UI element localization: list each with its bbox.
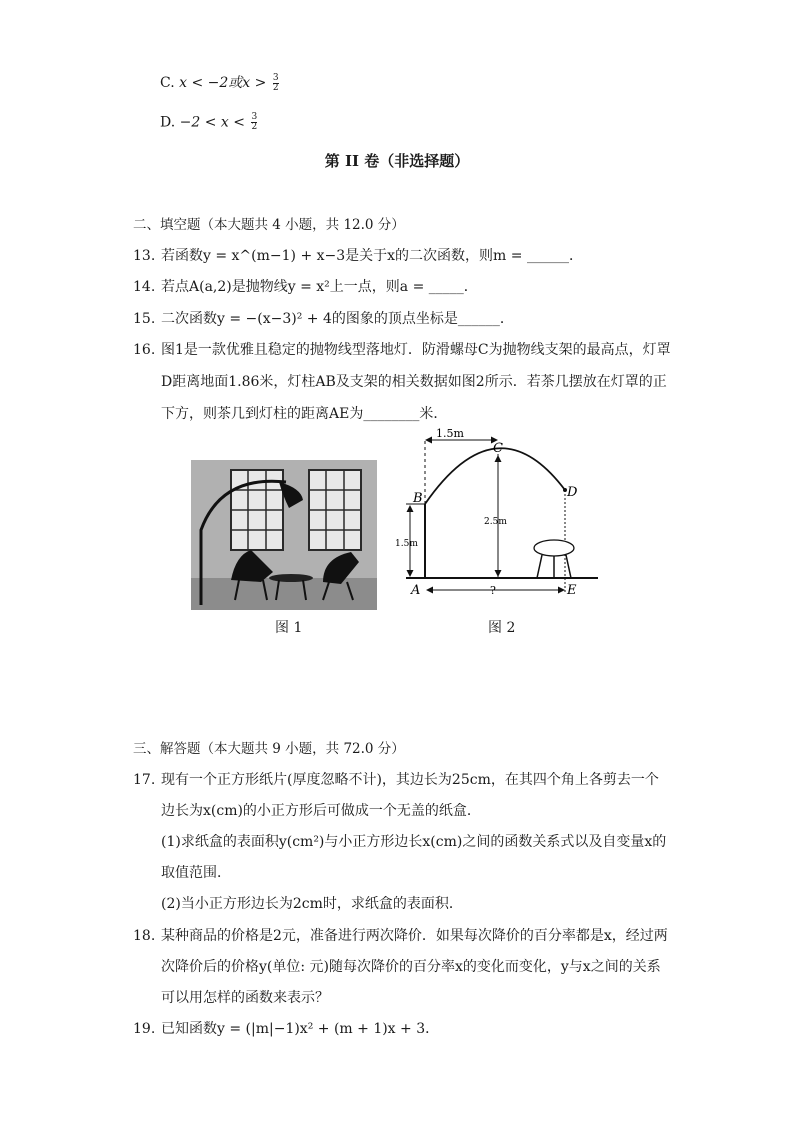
question-13 (133, 245, 583, 265)
question-17-line-5: (2)当小正方形边长为2cm时，求纸盒的表面积． (161, 896, 463, 912)
label-b: B (413, 491, 423, 506)
part2-title: 第 II 卷（非选择题） (324, 152, 470, 170)
option-d (160, 113, 257, 132)
option-c (160, 72, 279, 93)
question-19-number: 19. (133, 1021, 156, 1037)
question-14-text: 若点A(a,2)是抛物线y = x²上一点，则a = _____． (161, 279, 478, 295)
question-14-number: 14. (133, 279, 156, 295)
option-d-label: D. (160, 114, 176, 131)
question-17-line-3: (1)求纸盒的表面积y(cm²)与小正方形边长x(cm)之间的函数关系式以及自变量x的 (161, 834, 667, 850)
question-17-number: 17. (133, 772, 156, 788)
question-17-line-4: 取值范围． (161, 865, 231, 881)
question-16-line-1: 图1是一款优雅且稳定的抛物线型落地灯．防滑螺母C为抛物线支架的最高点，灯罩 (161, 342, 671, 358)
figure-2-caption: 图 2 (488, 620, 516, 636)
option-d-expression: −2 < x < (179, 114, 245, 131)
option-c-num: 3 (272, 72, 279, 83)
option-d-num: 3 (251, 112, 258, 122)
option-c-fraction (273, 74, 279, 93)
figure-2-diagram (392, 424, 604, 600)
option-c-den: 2 (272, 82, 279, 93)
question-15-number: 15. (133, 311, 156, 327)
section3-heading: 三、解答题（本大题共 9 小题，共 72.0 分） (133, 741, 405, 757)
label-e: E (567, 583, 577, 598)
label-left-dim: 1.5m (395, 539, 418, 549)
option-d-fraction (251, 113, 257, 132)
label-c: C (493, 441, 503, 456)
question-16-line-3: 下方，则茶几到灯柱的距离AE为________米． (161, 406, 448, 422)
question-19-text: 已知函数y = (|m|−1)x² + (m + 1)x + 3． (161, 1021, 440, 1037)
question-16-line-2: D距离地面1.86米，灯柱AB及支架的相关数据如图2所示．若茶几摆放在灯罩的正 (161, 374, 667, 390)
label-d: D (567, 485, 578, 500)
label-mid-dim: 2.5m (484, 517, 507, 527)
question-18-line-2: 次降价后的价格y(单位: 元)随每次降价的百分率x的变化而变化，y与x之间的关系 (161, 959, 661, 975)
question-14 (133, 276, 478, 296)
question-19 (133, 1018, 439, 1038)
question-17-line-1: 现有一个正方形纸片(厚度忽略不计)，其边长为25cm，在其四个角上各剪去一个 (161, 772, 659, 788)
question-16 (133, 339, 671, 359)
section2-heading: 二、填空题（本大题共 4 小题，共 12.0 分） (133, 217, 405, 233)
question-15 (133, 308, 514, 328)
question-15-text: 二次函数y = −(x−3)² + 4的图象的顶点坐标是______． (161, 311, 514, 327)
question-17 (133, 769, 659, 789)
label-a: A (411, 583, 421, 598)
option-d-den: 2 (251, 122, 258, 132)
label-top-dim: 1.5m (436, 427, 464, 440)
question-13-number: 13. (133, 248, 156, 264)
question-18-line-1: 某种商品的价格是2元，准备进行两次降价．如果每次降价的百分率都是x，经过两 (161, 928, 668, 944)
option-c-expression: x < −2或x > (179, 75, 267, 91)
question-18 (133, 925, 668, 945)
question-18-number: 18. (133, 928, 156, 944)
option-c-label: C. (160, 75, 175, 91)
figure-1-caption: 图 1 (275, 620, 303, 636)
question-13-text: 若函数y = x^(m−1) + x−3是关于x的二次函数，则m = ______． (161, 248, 583, 264)
figure-1-lamp-photo (191, 460, 377, 610)
question-18-line-3: 可以用怎样的函数来表示？ (161, 990, 329, 1006)
question-17-line-2: 边长为x(cm)的小正方形后可做成一个无盖的纸盒． (161, 803, 481, 819)
question-16-number: 16. (133, 342, 156, 358)
label-question: ? (490, 584, 496, 597)
